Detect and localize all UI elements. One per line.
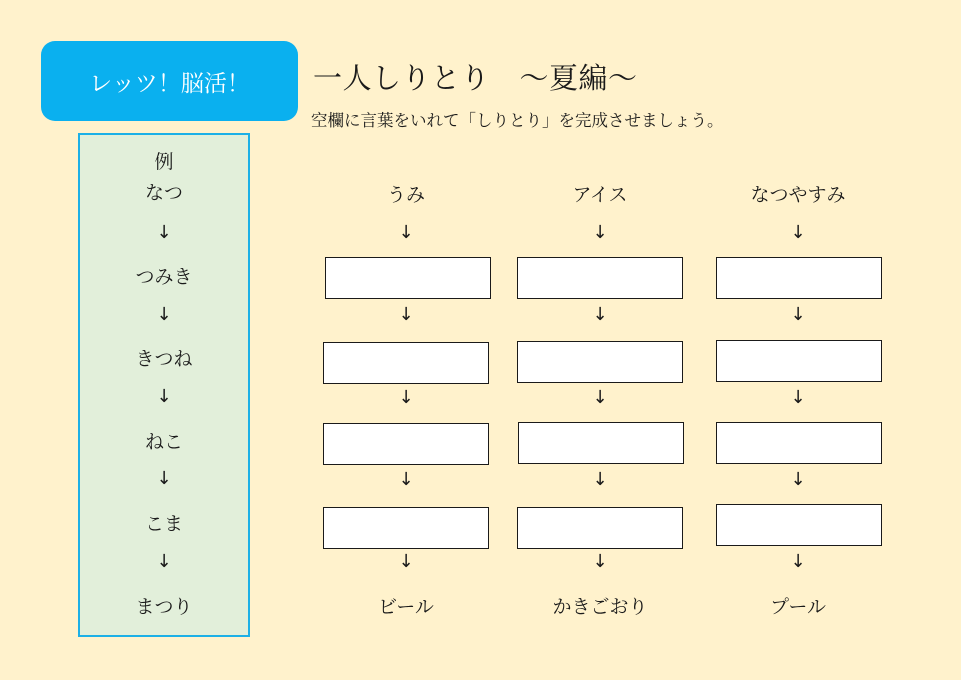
example-heading: 例 — [154, 151, 174, 173]
down-arrow-icon: ↓ — [156, 551, 172, 572]
down-arrow-icon: ↓ — [790, 551, 806, 572]
down-arrow-icon: ↓ — [592, 387, 608, 408]
instruction-text: 空欄に言葉をいれて「しりとり」を完成させましょう。 — [311, 111, 724, 130]
down-arrow-icon: ↓ — [790, 387, 806, 408]
answer-box[interactable] — [517, 507, 683, 549]
down-arrow-icon: ↓ — [398, 304, 414, 325]
example-word: こま — [144, 513, 183, 535]
column-start-word: アイス — [572, 184, 628, 206]
down-arrow-icon: ↓ — [398, 469, 414, 490]
down-arrow-icon: ↓ — [790, 304, 806, 325]
answer-box[interactable] — [323, 342, 489, 384]
answer-box[interactable] — [716, 422, 882, 464]
column-start-word: うみ — [386, 184, 425, 206]
title-badge — [41, 41, 298, 121]
answer-box[interactable] — [325, 257, 491, 299]
page-title: 一人しりとり ～夏編～ — [313, 61, 638, 95]
example-word: きつね — [135, 348, 193, 370]
example-word: まつり — [135, 596, 193, 618]
answer-box[interactable] — [716, 257, 882, 299]
column-end-word: かきごおり — [552, 596, 648, 618]
down-arrow-icon: ↓ — [156, 304, 172, 325]
column-end-word: ビール — [378, 596, 434, 618]
down-arrow-icon: ↓ — [790, 222, 806, 243]
down-arrow-icon: ↓ — [592, 551, 608, 572]
down-arrow-icon: ↓ — [592, 469, 608, 490]
down-arrow-icon: ↓ — [592, 222, 608, 243]
answer-box[interactable] — [716, 504, 882, 546]
down-arrow-icon: ↓ — [592, 304, 608, 325]
answer-box[interactable] — [518, 422, 684, 464]
answer-box[interactable] — [323, 507, 489, 549]
down-arrow-icon: ↓ — [398, 387, 414, 408]
down-arrow-icon: ↓ — [156, 386, 172, 407]
example-word: つみき — [135, 266, 193, 288]
answer-box[interactable] — [323, 423, 489, 465]
down-arrow-icon: ↓ — [156, 222, 172, 243]
down-arrow-icon: ↓ — [398, 551, 414, 572]
example-word: ねこ — [144, 431, 183, 453]
column-end-word: プール — [769, 596, 827, 618]
column-start-word: なつやすみ — [750, 184, 846, 206]
down-arrow-icon: ↓ — [790, 469, 806, 490]
answer-box[interactable] — [716, 340, 882, 382]
example-word: なつ — [144, 182, 183, 204]
answer-box[interactable] — [517, 341, 683, 383]
badge-label: レッツ！脳活！ — [89, 70, 250, 97]
down-arrow-icon: ↓ — [398, 222, 414, 243]
answer-box[interactable] — [517, 257, 683, 299]
down-arrow-icon: ↓ — [156, 468, 172, 489]
